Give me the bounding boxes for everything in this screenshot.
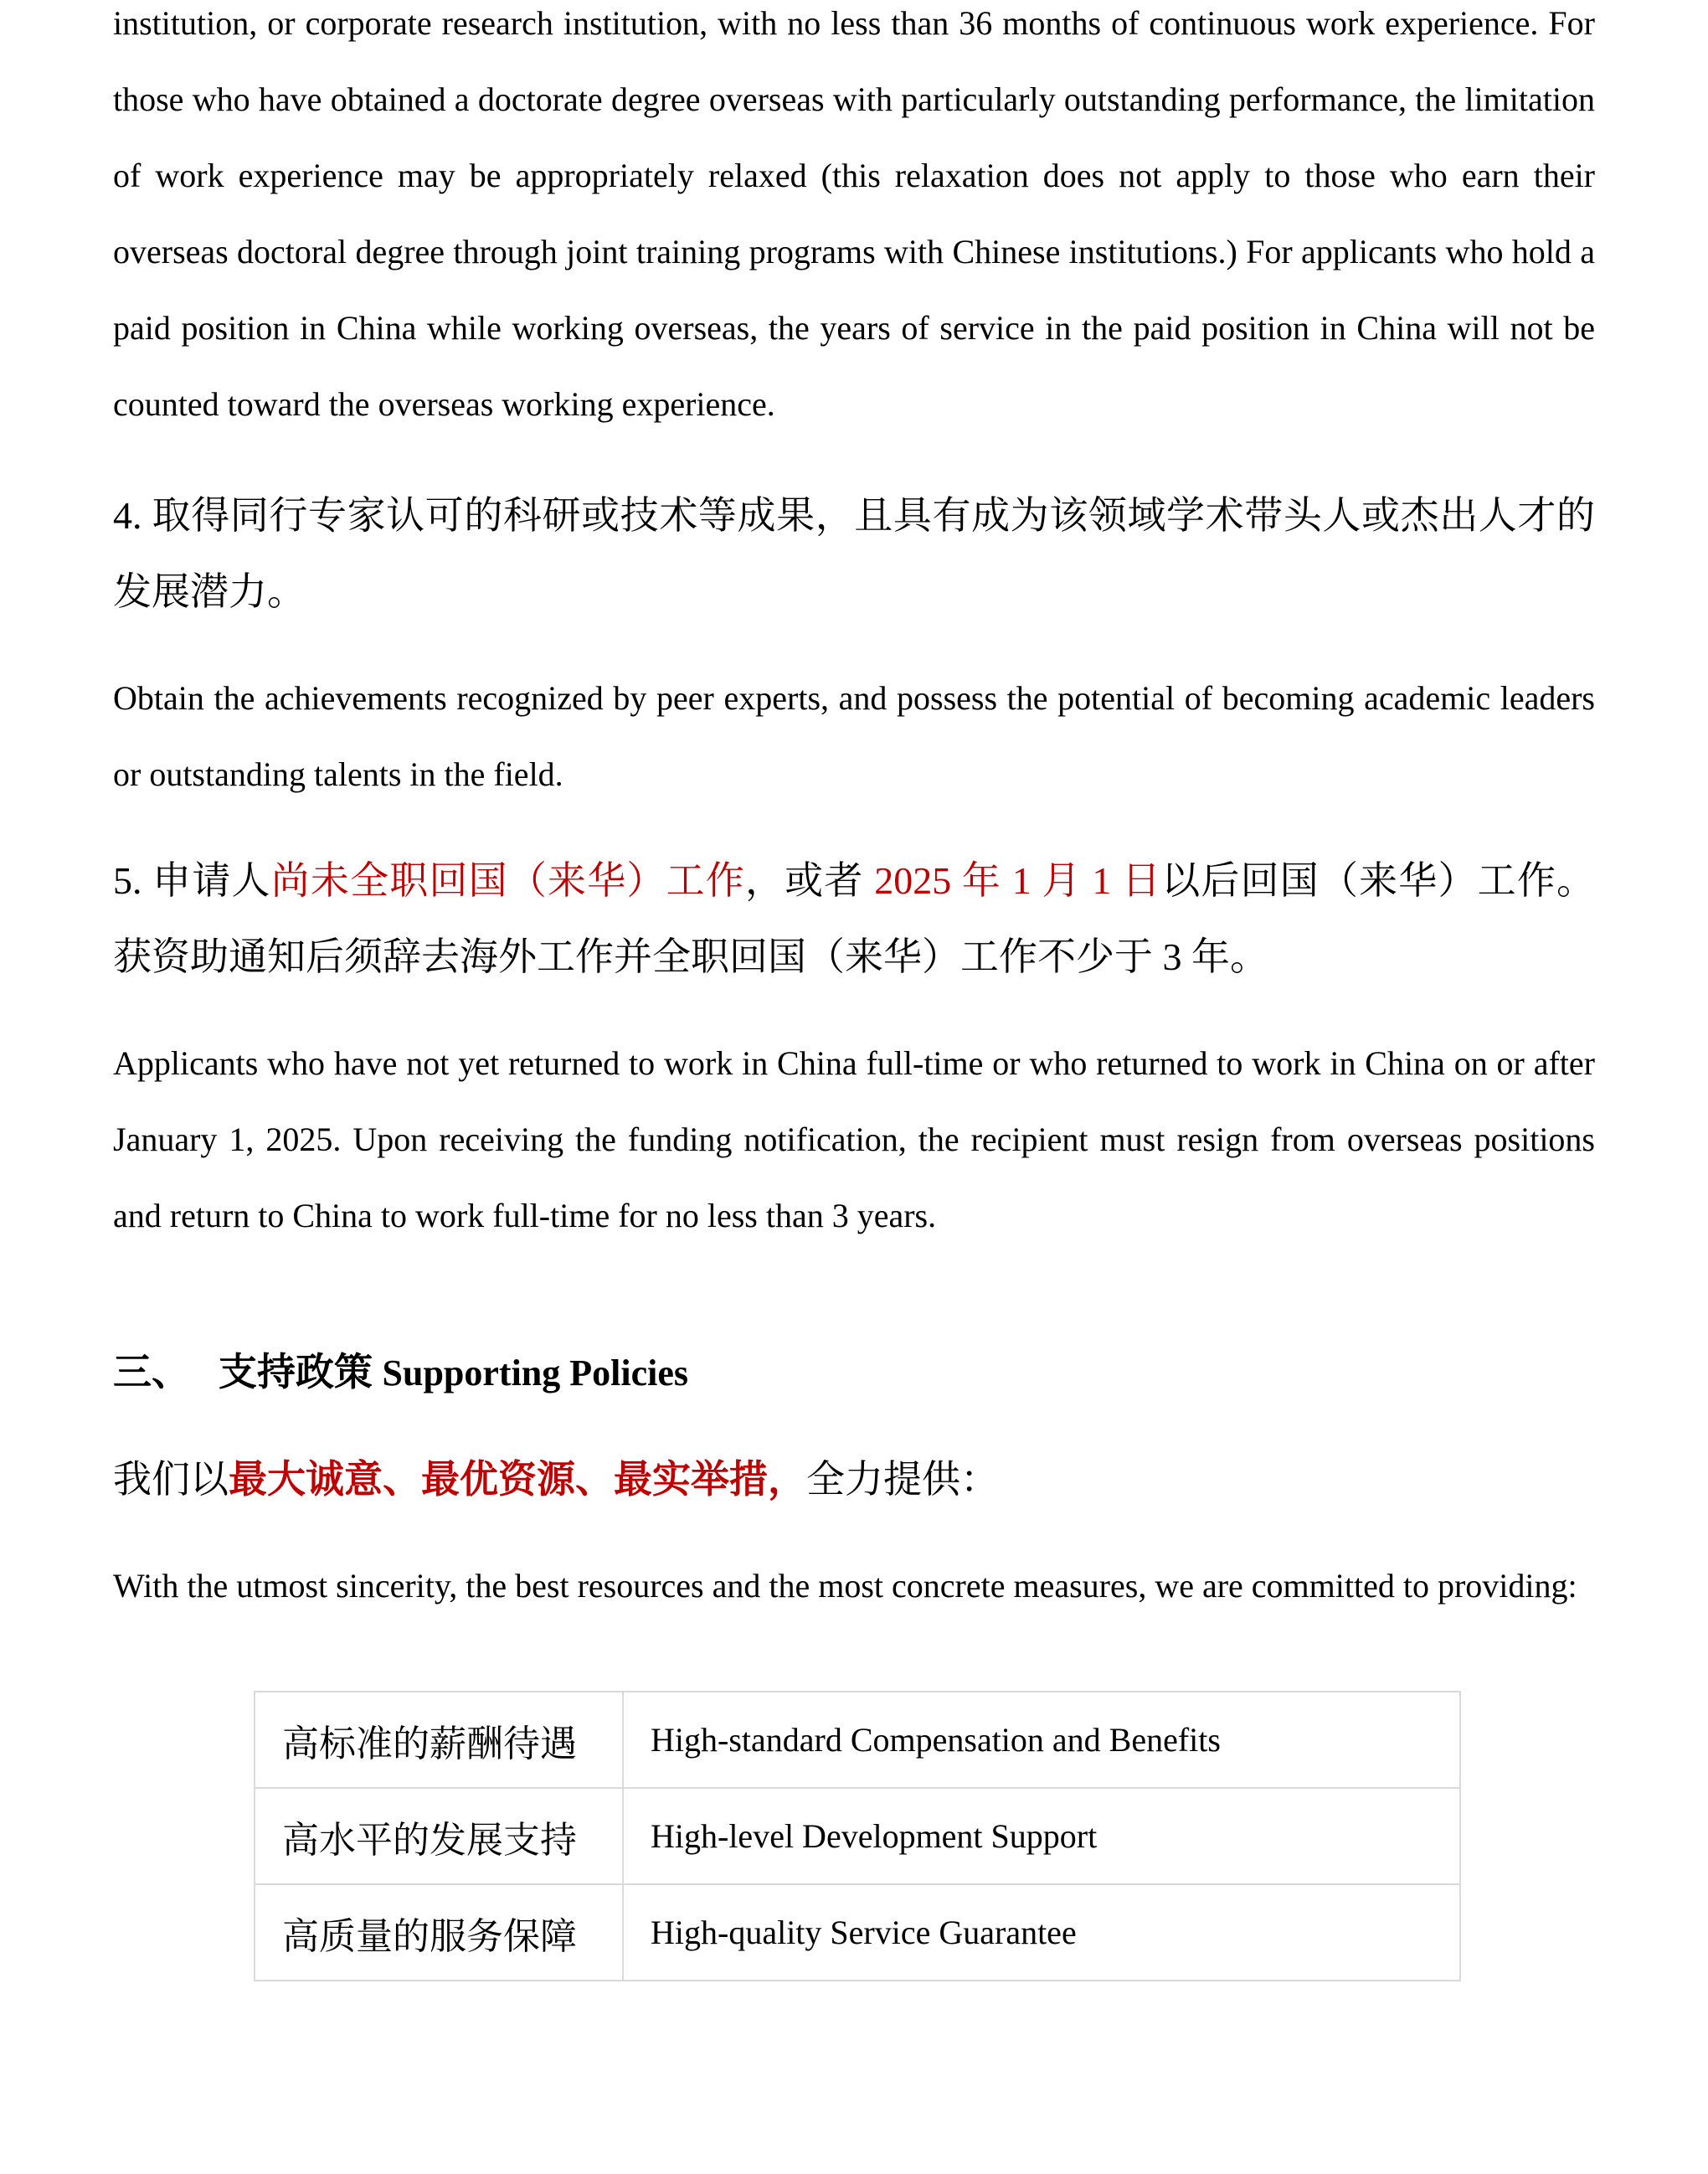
policy-intro-highlight: 最大诚意、最优资源、最实举措， xyxy=(229,1458,806,1501)
criterion-5-tail: 以后回国（来华）工作。获资助通知后须辞去海外工作并全职回国（来华）工作不少于 3 年。 xyxy=(113,859,1596,978)
criterion-4-text: 4. 取得同行专家认可的科研或技术等成果，且具有成为该领域学术带头人或杰出人才的发展潜力。 xyxy=(113,494,1595,613)
criterion-5-highlight-not-returned: 尚未全职回国（来华）工作 xyxy=(270,859,745,902)
section-number: 三、 xyxy=(113,1351,190,1394)
section-title-spacer xyxy=(373,1351,383,1394)
policy-table-row-development xyxy=(255,1788,1460,1884)
section-heading-supporting-policies xyxy=(113,1334,1595,1411)
criterion-5-highlight-date: 2025 年 1 月 1 日 xyxy=(874,859,1162,902)
policy-intro-chinese xyxy=(113,1441,1595,1517)
policy-table-body xyxy=(255,1692,1460,1981)
criterion-5-english: Applicants who have not yet returned to work in China full-time or who returned to work in China on or after January 1, 2025. Upon receiving the funding notification, the recipient must resign from overseas positions and return to China to work full-time for no less than 3 years. xyxy=(113,1044,1595,1234)
policy-cell-zh-compensation: 高标准的薪酬待遇 xyxy=(255,1692,623,1788)
criterion-4-english: Obtain the achievements recognized by peer experts, and possess the potential of becoming academic leaders or outstanding talents in the field. xyxy=(113,679,1595,793)
policy-cell-zh-development: 高水平的发展支持 xyxy=(255,1788,623,1884)
section-title-english: Supporting Policies xyxy=(382,1352,688,1394)
policy-cell-zh-service: 高质量的服务保障 xyxy=(255,1884,623,1981)
criterion-5-lead: 5. 申请人 xyxy=(113,859,271,902)
policy-intro-tail: 全力提供： xyxy=(806,1458,999,1501)
policy-cell-en-service: High-quality Service Guarantee xyxy=(623,1884,1460,1981)
policy-intro-english: With the utmost sincerity, the best resources and the most concrete measures, we are committed to providing: xyxy=(113,1567,1577,1605)
criterion-5-chinese xyxy=(113,842,1595,995)
policy-table-row-compensation xyxy=(255,1692,1460,1788)
criterion-5-middle: ，或者 xyxy=(744,859,875,902)
policy-cell-en-compensation: High-standard Compensation and Benefits xyxy=(623,1692,1460,1788)
policy-intro-lead: 我们以 xyxy=(113,1458,229,1501)
criterion-4-chinese xyxy=(113,477,1595,630)
section-title-chinese: 支持政策 xyxy=(219,1351,373,1394)
policy-table xyxy=(254,1691,1461,1981)
policy-table-row-service xyxy=(255,1884,1460,1981)
policy-cell-en-development: High-level Development Support xyxy=(623,1788,1460,1884)
eligibility-paragraph-english-continuation: institution, or corporate research institution, with no less than 36 months of continuous work experience. For those who have obtained a doctorate degree overseas with particularly outstanding performance, the limitation of work experience may be appropriately relaxed (this relaxation does not apply to those who earn their overseas doctoral degree through joint training programs with Chinese institutions.) For applicants who hold a paid position in China while working overseas, the years of service in the paid position in China will not be counted toward the overseas working experience. xyxy=(113,4,1595,423)
